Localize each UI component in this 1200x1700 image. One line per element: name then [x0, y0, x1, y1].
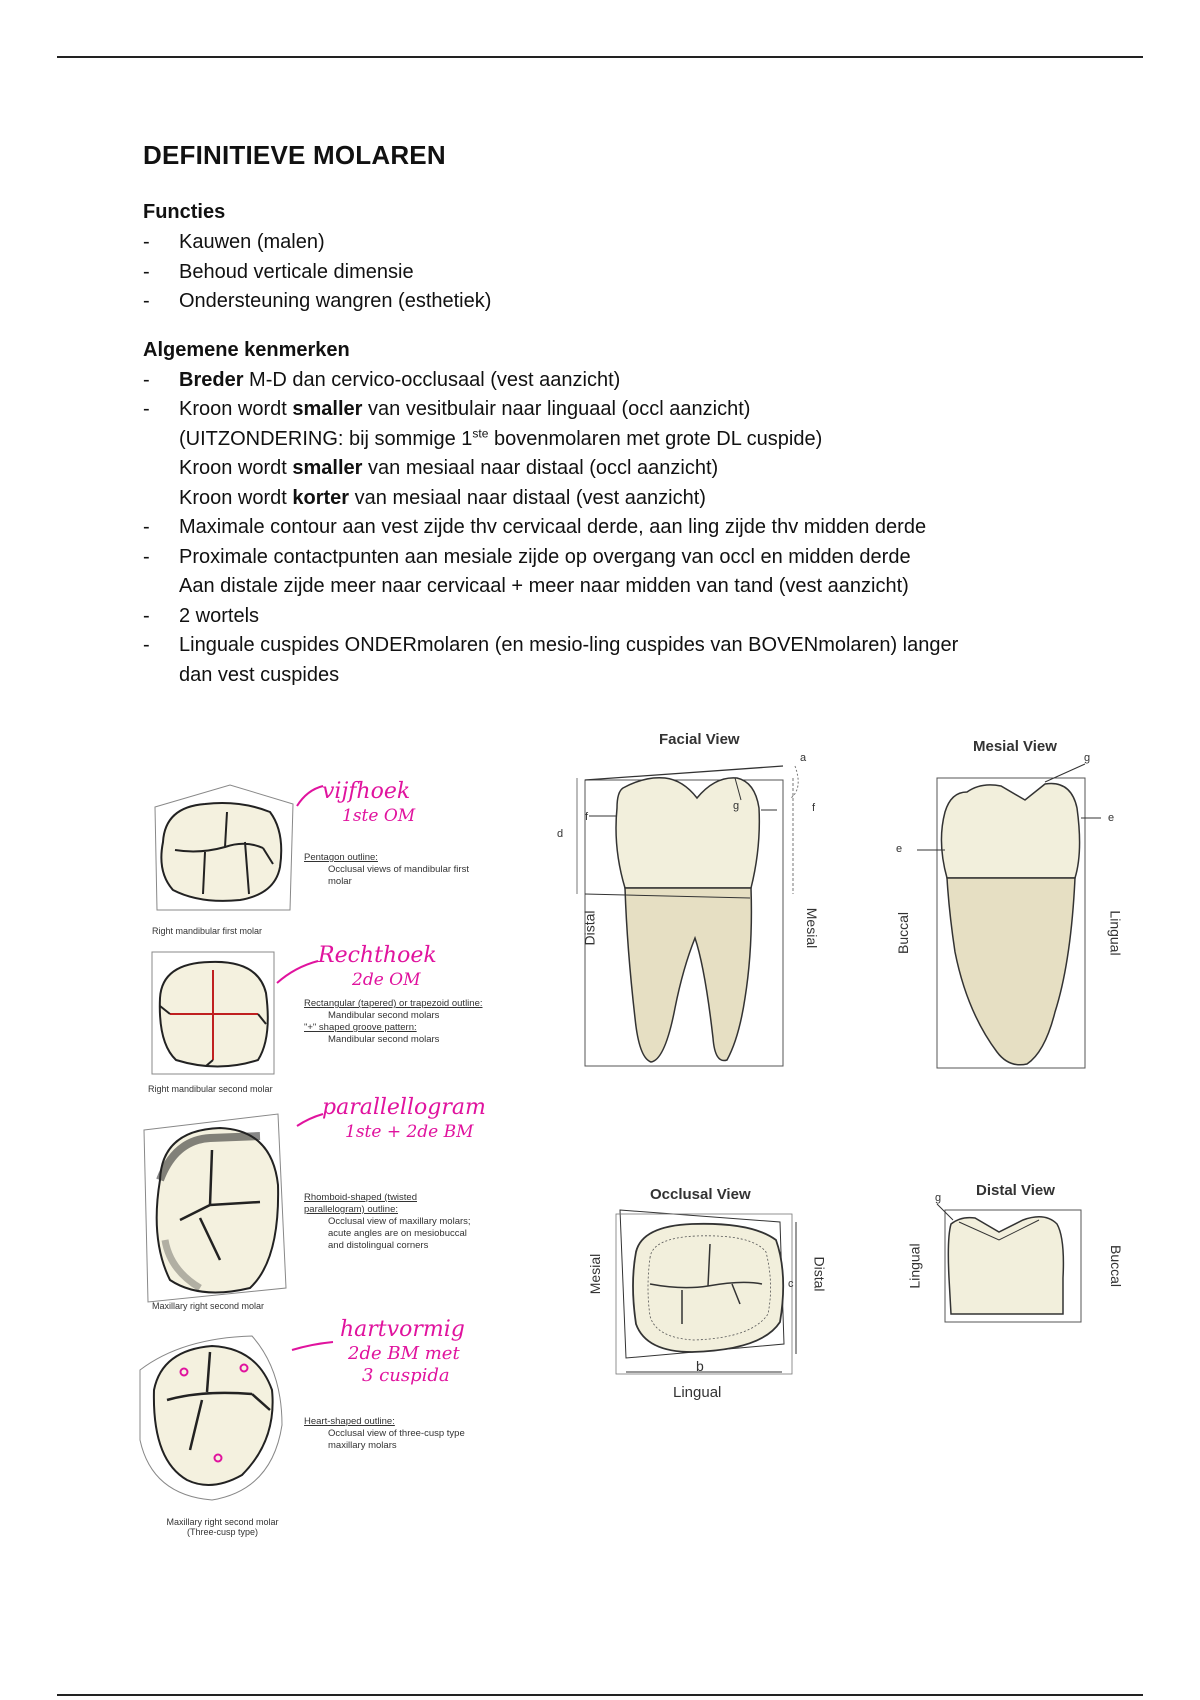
annotation-line: [295, 780, 325, 810]
figure-caption: Pentagon outline: Occlusal views of mandibular first molar: [304, 852, 469, 887]
list-item: - Breder M-D dan cervico-occlusaal (vest aanzicht): [143, 366, 1083, 396]
figure-label: Maxillary right second molar (Three-cusp type): [166, 1517, 279, 1537]
bottom-rule: [57, 1694, 1143, 1696]
letter-g: g: [733, 800, 740, 812]
handwritten-note: parallellogram: [322, 1095, 486, 1120]
letter-c: c: [788, 1278, 794, 1290]
figure-label: Right mandibular second molar: [148, 1084, 273, 1094]
section-heading-functies: Functies: [143, 201, 226, 223]
list-item: - 2 wortels: [143, 602, 1083, 632]
letter-e: e: [1108, 812, 1115, 824]
side-label-distal: Distal: [811, 1256, 828, 1292]
list-item: - Kauwen (malen): [143, 228, 1083, 258]
side-label-lingual: Lingual: [673, 1384, 722, 1401]
letter-f: f: [585, 811, 589, 823]
handwritten-note: 2de OM: [352, 970, 421, 990]
page-title: DEFINITIEVE MOLAREN: [143, 140, 446, 170]
handwritten-note: hartvormig: [340, 1317, 465, 1342]
distal-view-tooth-drawing: [935, 1198, 1095, 1328]
side-label-distal: Distal: [581, 910, 598, 946]
facial-view-title: Facial View: [659, 731, 740, 748]
maxillary-second-molar-drawing: [140, 1110, 290, 1310]
occlusal-view-title: Occlusal View: [650, 1186, 751, 1203]
mesial-view-title: Mesial View: [973, 738, 1057, 755]
list-item: - Maximale contour aan vest zijde thv cervicaal derde, aan ling zijde thv midden derde: [143, 513, 1083, 543]
letter-e: e: [896, 843, 903, 855]
figure-caption: Heart-shaped outline: Occlusal view of three-cusp type maxillary molars: [304, 1416, 465, 1451]
handwritten-note: vijfhoek: [322, 779, 411, 804]
list-item: - Kroon wordt smaller van vesitbulair naar linguaal (occl aanzicht) (UITZONDERING: bij sommige 1ste bovenmolaren met grote DL cuspide) Kroon wordt smaller van mesiaal naar distaal (occl aanzicht) Kroon wordt korter van mesiaal naar distaal (vest aanzicht): [143, 395, 1083, 513]
kenmerken-list: [143, 366, 1083, 691]
handwritten-note: 1ste + 2de BM: [345, 1122, 474, 1142]
letter-g: g: [1084, 752, 1091, 764]
figure-caption: Rectangular (tapered) or trapezoid outline: Mandibular second molars "+" shaped groove pattern: Mandibular second molars: [304, 998, 483, 1045]
side-label-buccal: Buccal: [1108, 1244, 1125, 1288]
annotation-line: [275, 955, 320, 985]
mesial-view-tooth-drawing: [905, 752, 1105, 1072]
figure-label: Maxillary right second molar: [152, 1301, 265, 1311]
list-item: - Ondersteuning wangren (esthetiek): [143, 287, 1083, 317]
maxillary-three-cusp-molar-drawing: [132, 1330, 292, 1505]
mandibular-first-molar-drawing: [145, 782, 300, 917]
figure-caption: Rhomboid-shaped (twisted parallelogram) outline: Occlusal view of maxillary molars; acute angles are on mesiobuccal and distolingual corners: [304, 1192, 471, 1251]
handwritten-note: Rechthoek: [318, 943, 437, 968]
side-label-buccal: Buccal: [895, 911, 912, 955]
distal-view-title: Distal View: [976, 1182, 1055, 1199]
letter-b: b: [696, 1358, 704, 1374]
letter-d: d: [557, 828, 564, 840]
letter-g: g: [935, 1192, 942, 1204]
annotation-line: [290, 1332, 335, 1354]
top-rule: [57, 56, 1143, 58]
side-label-lingual: Lingual: [906, 1243, 923, 1289]
handwritten-note: 2de BM met: [348, 1343, 460, 1364]
list-item: - Behoud verticale dimensie: [143, 258, 1083, 288]
section-heading-kenmerken: Algemene kenmerken: [143, 338, 350, 361]
side-label-mesial: Mesial: [587, 1253, 604, 1295]
side-label-lingual: Lingual: [1107, 910, 1124, 956]
side-label-mesial: Mesial: [804, 907, 821, 949]
handwritten-note: 3 cuspida: [362, 1365, 450, 1386]
functies-list: [143, 228, 1083, 317]
annotation-line: [295, 1110, 325, 1130]
letter-f: f: [812, 802, 816, 814]
list-item: - Proximale contactpunten aan mesiale zijde op overgang van occl en midden derde Aan distale zijde meer naar cervicaal + meer naar midden van tand (vest aanzicht): [143, 543, 1083, 602]
document-body: [143, 140, 1083, 712]
letter-a: a: [800, 752, 807, 764]
mandibular-second-molar-drawing: [148, 948, 278, 1078]
list-item: - Linguale cuspides ONDERmolaren (en mesio-ling cuspides van BOVENmolaren) langer dan vest cuspides: [143, 631, 1083, 690]
figure-label: Right mandibular first molar: [152, 926, 263, 936]
occlusal-view-tooth-drawing: [612, 1204, 822, 1384]
handwritten-note: 1ste OM: [342, 806, 416, 826]
